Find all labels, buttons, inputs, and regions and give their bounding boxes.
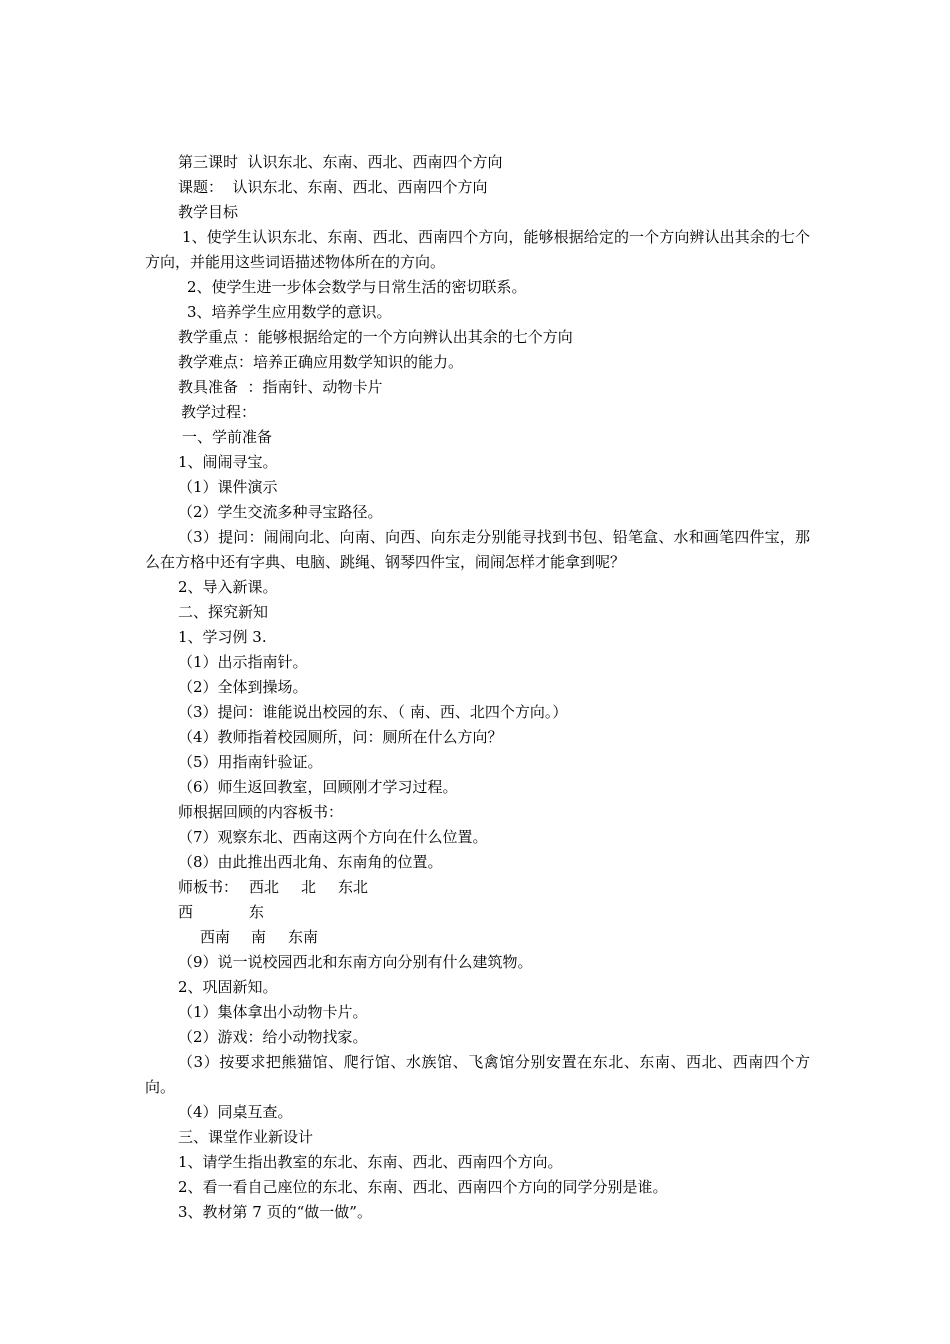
section-heading: 二、探究新知 bbox=[178, 603, 269, 621]
paragraph: （3）按要求把熊猫馆、爬行馆、水族馆、飞禽馆分别安置在东北、东南、西北、西南四个方向。 bbox=[145, 1053, 810, 1096]
paragraph: 师根据回顾的内容板书： bbox=[178, 803, 344, 821]
paragraph: 1、请学生指出教室的东北、东南、西北、西南四个方向。 bbox=[178, 1153, 563, 1171]
paragraph: 1、学习例 3. bbox=[178, 628, 267, 646]
paragraph: （3）提问：闹闹向北、向南、向西、向东走分别能寻找到书包、铅笔盒、水和画笔四件宝，那么在方格中还有字典、电脑、跳绳、钢琴四件宝，闹闹怎样才能拿到呢？ bbox=[145, 528, 810, 571]
paragraph: 2、巩固新知。 bbox=[178, 978, 278, 996]
board-north: 北 bbox=[301, 878, 317, 896]
paragraph: （1）出示指南针。 bbox=[178, 653, 308, 671]
section-heading: 教学过程： bbox=[181, 403, 257, 421]
board-northwest: 西北 bbox=[249, 878, 280, 896]
document-body bbox=[145, 150, 810, 1225]
board-diagram bbox=[145, 875, 810, 950]
paragraph: （8）由此推出西北角、东南角的位置。 bbox=[178, 853, 443, 871]
paragraph: 3、培养学生应用数学的意识。 bbox=[187, 303, 392, 321]
paragraph: （1）集体拿出小动物卡片。 bbox=[178, 1003, 368, 1021]
board-southeast: 东南 bbox=[288, 928, 319, 946]
section-heading: 三、课堂作业新设计 bbox=[178, 1128, 314, 1146]
paragraph: 2、看一看自己座位的东北、东南、西北、西南四个方向的同学分别是谁。 bbox=[178, 1178, 668, 1196]
board-southwest: 西南 bbox=[200, 928, 231, 946]
board-west: 西 bbox=[178, 903, 194, 921]
paragraph: 教学重点 ：能够根据给定的一个方向辨认出其余的七个方向 bbox=[178, 328, 573, 346]
paragraph: 1、使学生认识东北、东南、西北、西南四个方向，能够根据给定的一个方向辨认出其余的七个方向，并能用这些词语描述物体所在的方向。 bbox=[145, 228, 810, 271]
paragraph: 2、导入新课。 bbox=[178, 578, 278, 596]
lesson-topic: 课题： 认识东北、东南、西北、西南四个方向 bbox=[178, 178, 488, 196]
paragraph: （5）用指南针验证。 bbox=[178, 753, 323, 771]
paragraph: 2、使学生进一步体会数学与日常生活的密切联系。 bbox=[187, 278, 527, 296]
paragraph: （2）学生交流多种寻宝路径。 bbox=[178, 503, 383, 521]
paragraph: （4）教师指着校园厕所，问：厕所在什么方向？ bbox=[178, 728, 503, 746]
paragraph: 3、教材第 7 页的“做一做”。 bbox=[178, 1203, 372, 1221]
paragraph: 1、闹闹寻宝。 bbox=[178, 453, 278, 471]
board-south: 南 bbox=[251, 928, 267, 946]
paragraph: （1）课件演示 bbox=[178, 478, 278, 496]
paragraph: （3）提问：谁能说出校园的东、（ 南、西、北四个方向。） bbox=[178, 703, 568, 721]
board-east: 东 bbox=[249, 903, 265, 921]
paragraph: （2）游戏：给小动物找家。 bbox=[178, 1028, 368, 1046]
paragraph: 教学难点：培养正确应用数学知识的能力。 bbox=[178, 353, 464, 371]
paragraph: （2）全体到操场。 bbox=[178, 678, 308, 696]
paragraph: 教具准备 ：指南针、动物卡片 bbox=[178, 378, 383, 396]
board-northeast: 东北 bbox=[338, 878, 369, 896]
paragraph: （7）观察东北、西南这两个方向在什么位置。 bbox=[178, 828, 488, 846]
paragraph: （6）师生返回教室，回顾刚才学习过程。 bbox=[178, 778, 458, 796]
board-label: 师板书： bbox=[178, 878, 239, 896]
lesson-heading: 第三课时 认识东北、东南、西北、西南四个方向 bbox=[178, 153, 503, 171]
section-heading: 教学目标 bbox=[178, 203, 239, 221]
paragraph: （9）说一说校园西北和东南方向分别有什么建筑物。 bbox=[178, 953, 533, 971]
paragraph: （4）同桌互查。 bbox=[178, 1103, 293, 1121]
section-heading: 一、学前准备 bbox=[182, 428, 273, 446]
